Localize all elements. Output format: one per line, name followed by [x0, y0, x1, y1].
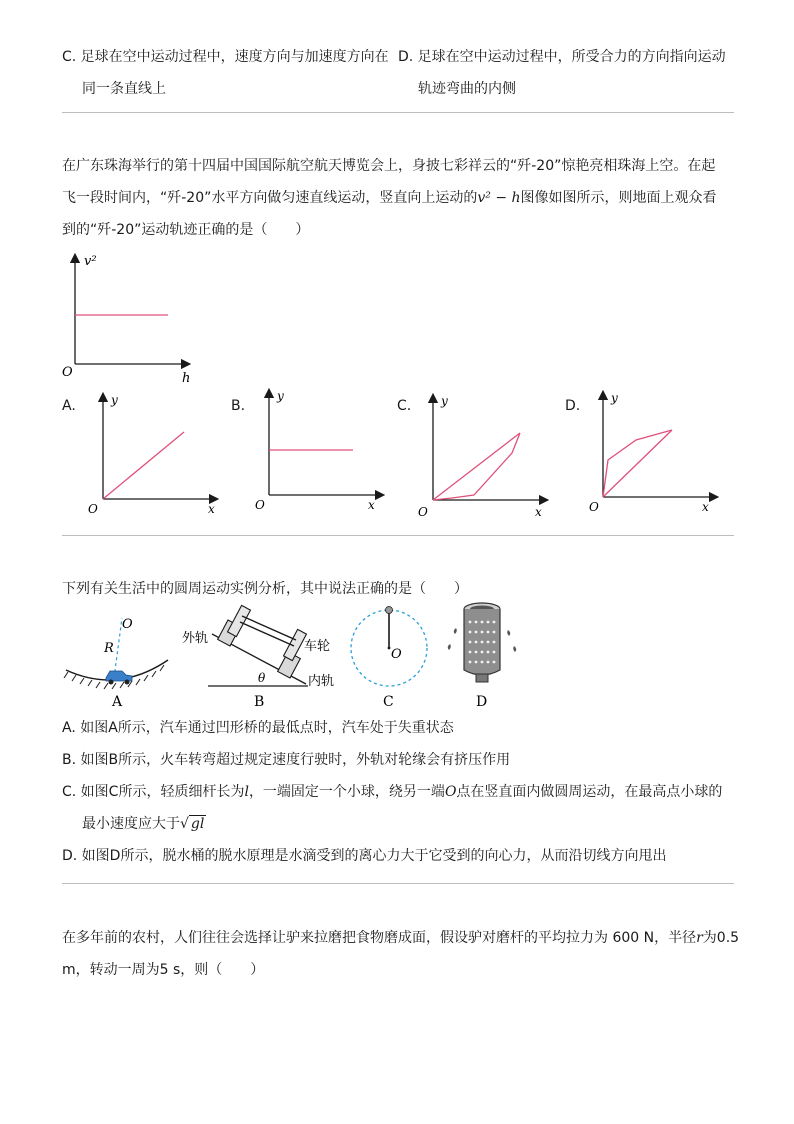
prev-option-d-line1: D. 足球在空中运动过程中，所受合力的方向指向运动: [398, 49, 726, 65]
q1-option-b-label[interactable]: B.: [231, 398, 246, 414]
option-a-trajectory: [103, 432, 184, 499]
q3-var-r: r: [696, 930, 703, 946]
q2-option-c-var-o: O: [444, 784, 457, 800]
q2-option-c-text-b: ，一端固定一个小球，绕另一端: [248, 784, 445, 800]
q1-stem-line2-math: v² − h: [477, 190, 521, 206]
q2-option-a[interactable]: A. 如图A所示，汽车通过凹形桥的最低点时，汽车处于失重状态: [62, 720, 454, 736]
sqrt-symbol: √: [180, 816, 189, 832]
option-d-x-label: x: [702, 500, 709, 514]
q2-figure-a: [60, 608, 180, 710]
q2-option-c-var-l: l: [244, 784, 249, 800]
q2-option-c-line1[interactable]: [62, 781, 722, 801]
option-a-origin: O: [88, 502, 98, 516]
fig-b-inner-label: 内轨: [308, 674, 335, 689]
fig-d-caption: D: [476, 694, 488, 710]
fig-a-caption: A: [112, 694, 123, 710]
q1-stem-line2-a: 飞一段时间内，“歼-20”水平方向做匀速直线运动，竖直向上运动的: [62, 190, 478, 206]
prev-option-d-line2: 轨迹弯曲的内侧: [418, 81, 516, 97]
q2-stem: 下列有关生活中的圆周运动实例分析，其中说法正确的是（ ）: [62, 581, 468, 597]
pivot-point: [388, 647, 391, 650]
q3-line1-text-b: 为0.5: [702, 930, 740, 946]
q2-option-c-line2-text: 最小速度应大于: [82, 816, 180, 832]
q1-option-a-label[interactable]: A.: [62, 398, 76, 414]
car-icon: [106, 671, 132, 685]
q1-stem-line2: [62, 187, 717, 207]
q2-figure-d: [440, 600, 524, 710]
q2-option-c-text-c: 点在竖直面内做圆周运动，在最高点小球的: [456, 784, 723, 800]
q2-figure-c: [342, 602, 438, 710]
q1-option-d-label[interactable]: D.: [565, 398, 581, 414]
q1-option-d-graph[interactable]: [586, 390, 726, 515]
option-d-origin: O: [589, 500, 599, 514]
q2-option-c-text-a: C. 如图C所示，轻质细杆长为: [62, 784, 245, 800]
q1-option-c-graph[interactable]: [416, 393, 556, 518]
fig-a-r-label: R: [104, 641, 114, 656]
fig-c-caption: C: [383, 694, 394, 710]
option-d-y-label: y: [611, 391, 618, 405]
q3-line1-text-a: 在多年前的农村，人们往往会选择让驴来拉磨把食物磨成面，假设驴对磨杆的平均拉力为 600 N，半径: [62, 930, 697, 946]
option-c-trajectory-straight: [433, 433, 520, 500]
sqrt-radicand: gl: [190, 816, 205, 832]
spin-dryer-icon: [448, 603, 517, 682]
option-a-y-label: y: [111, 393, 118, 407]
fig-b-wheel-label: 车轮: [304, 639, 331, 654]
q2-option-d[interactable]: D. 如图D所示，脱水桶的脱水原理是水滴受到的离心力大于它受到的向心力，从而沿切线方向甩出: [62, 848, 667, 864]
fig-b-theta-label: θ: [258, 671, 266, 685]
q1-option-a-graph[interactable]: [86, 392, 226, 517]
option-c-y-label: y: [441, 394, 448, 408]
q2-option-c-line2[interactable]: [82, 813, 206, 833]
divider-2: [62, 535, 734, 536]
divider-1: [62, 112, 734, 113]
q1-stem-line1: 在广东珠海举行的第十四届中国国际航空航天博览会上，身披七彩祥云的“歼-20”惊艳亮相珠海上空。在起: [62, 158, 716, 174]
divider-3: [62, 883, 734, 884]
q1-stem-line3: 到的“歼-20”运动轨迹正确的是（ ）: [62, 222, 310, 238]
option-a-x-label: x: [208, 502, 215, 516]
q1-graph-x-label: h: [182, 371, 191, 386]
q2-option-b[interactable]: B. 如图B所示，火车转弯超过规定速度行驶时，外轨对轮缘会有挤压作用: [62, 752, 511, 768]
radius-dashed-line: [114, 618, 122, 678]
q1-v2-h-graph: [58, 252, 208, 387]
option-b-y-label: y: [277, 389, 284, 403]
q3-line1: [62, 927, 739, 947]
wheel-axle: [228, 605, 307, 660]
option-c-origin: O: [418, 505, 428, 518]
q1-graph-y-label: v²: [84, 254, 97, 269]
q1-stem-line2-b: 图像如图所示，则地面上观众看: [520, 190, 717, 206]
q1-graph-origin: O: [62, 365, 73, 380]
q1-option-c-label[interactable]: C.: [397, 398, 412, 414]
prev-option-c-line1: C. 足球在空中运动过程中，速度方向与加速度方向在: [62, 49, 389, 65]
option-b-x-label: x: [368, 498, 375, 512]
fig-a-o-label: O: [122, 617, 133, 632]
ball-icon: [386, 607, 393, 614]
option-b-origin: O: [255, 498, 265, 512]
fig-b-outer-label: 外轨: [182, 631, 209, 646]
q3-line2: m，转动一周为5 s，则（ ）: [62, 962, 265, 978]
fig-b-caption: B: [254, 694, 265, 710]
q2-figure-b: [178, 604, 348, 710]
q1-option-b-graph[interactable]: [252, 388, 392, 513]
option-c-x-label: x: [535, 505, 542, 518]
fig-c-o-label: O: [391, 647, 402, 662]
prev-option-c-line2: 同一条直线上: [82, 81, 166, 97]
